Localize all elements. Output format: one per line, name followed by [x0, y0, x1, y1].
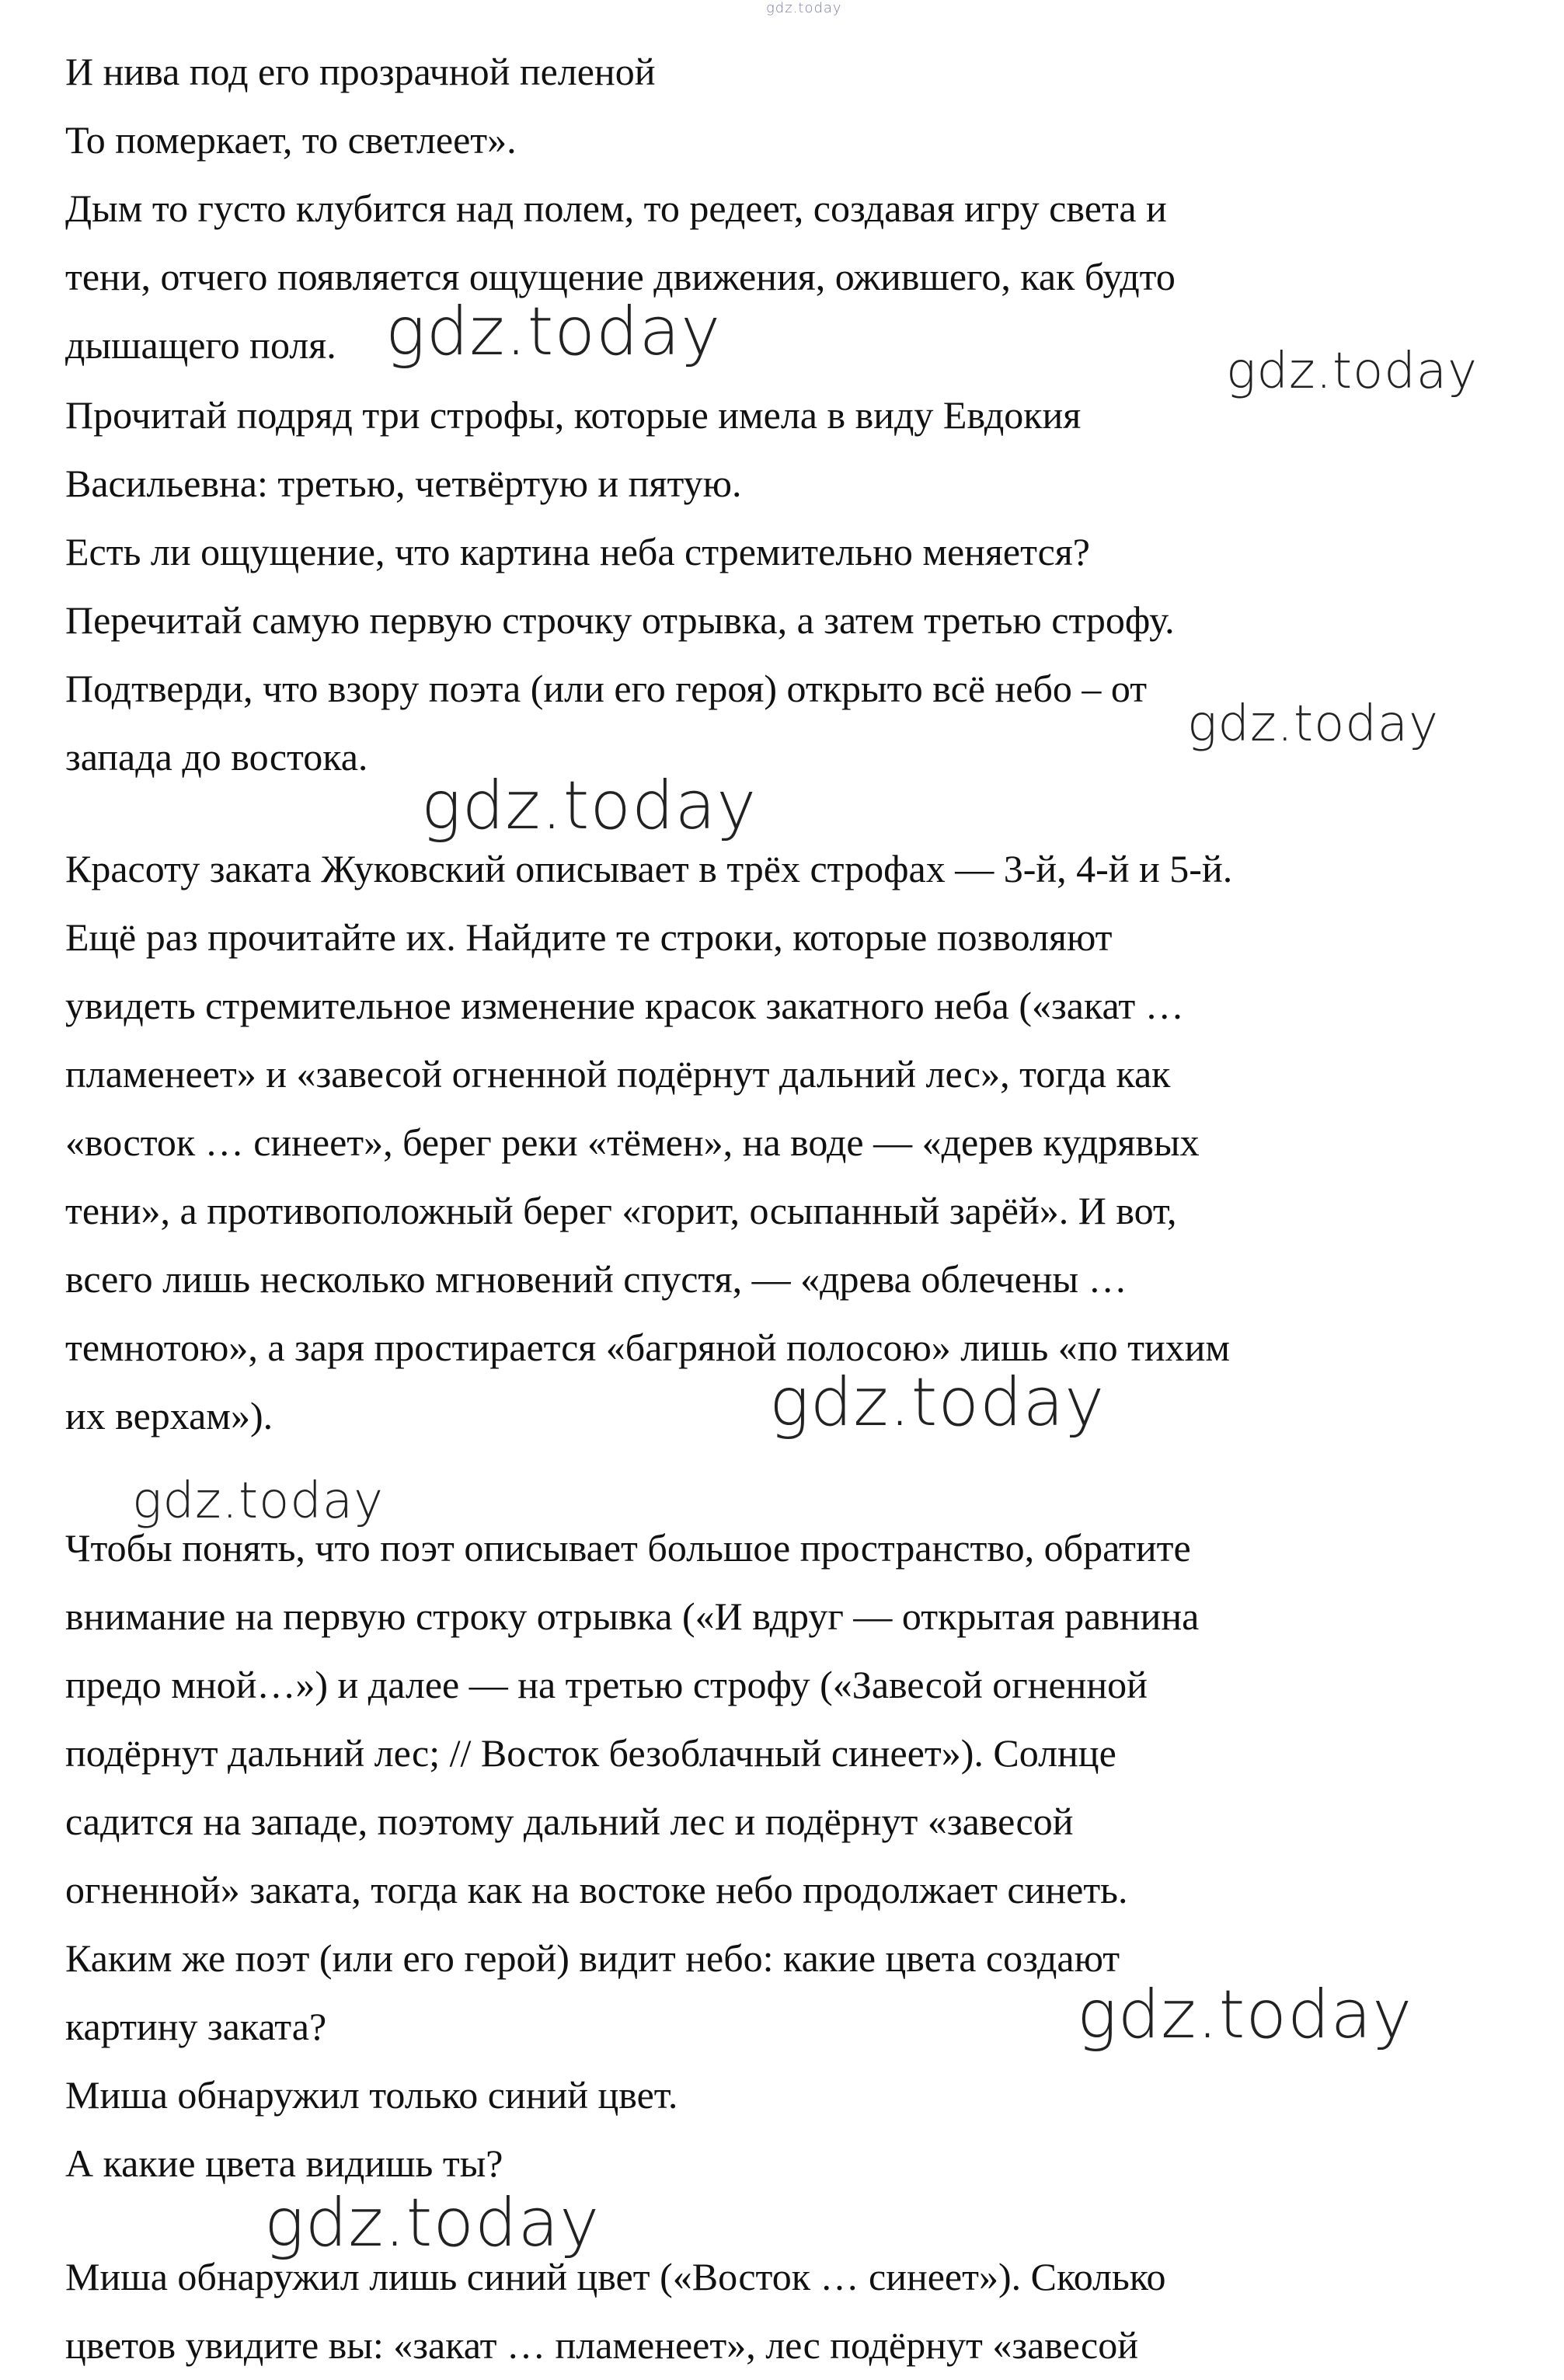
text-line: Перечитай самую первую строчку отрывка, а затем третью строфу.: [65, 598, 1175, 642]
text-line: «восток … синеет», берег реки «тёмен», на воде — «дерев кудрявых: [65, 1120, 1200, 1164]
watermark: gdz.today: [1077, 1976, 1413, 2054]
text-line: дышащего поля.: [65, 323, 336, 367]
text-line: предо мной…») и далее — на третью строфу («Завесой огненной: [65, 1663, 1148, 1706]
text-line: Миша обнаружил только синий цвет.: [65, 2073, 678, 2117]
text-line: Каким же поэт (или его герой) видит небо: какие цвета создают: [65, 1936, 1120, 1980]
top-watermark: gdz.today: [766, 0, 842, 16]
text-line: Подтверди, что взору поэта (или его героя) открыто всё небо – от: [65, 667, 1148, 710]
text-line: Ещё раз прочитайте их. Найдите те строки, которые позволяют: [65, 915, 1113, 959]
text-line: Красоту заката Жуковский описывает в трёх строфах — 3-й, 4-й и 5-й.: [65, 847, 1233, 890]
text-line: А какие цвета видишь ты?: [65, 2141, 503, 2185]
text-line: Прочитай подряд три строфы, которые имела в виду Евдокия: [65, 393, 1082, 437]
watermark: gdz.today: [1226, 343, 1478, 400]
text-line: всего лишь несколько мгновений спустя, — «древа облечены …: [65, 1257, 1127, 1301]
text-line: Миша обнаружил лишь синий цвет («Восток … синеет»). Сколько: [65, 2255, 1166, 2298]
text-line: цветов увидите вы: «закат … пламенеет», лес подёрнут «завесой: [65, 2323, 1139, 2367]
watermark: gdz.today: [769, 1364, 1106, 1441]
text-line: картину заката?: [65, 2005, 327, 2048]
text-line: подёрнут дальний лес; // Восток безоблачный синеет»). Солнце: [65, 1731, 1116, 1775]
text-line: Васильевна: третью, четвёртую и пятую.: [65, 462, 742, 505]
text-line: Дым то густо клубится над полем, то редеет, создавая игру света и: [65, 186, 1167, 230]
text-line: Чтобы понять, что поэт описывает большое пространство, обратите: [65, 1526, 1191, 1570]
text-line: садится на западе, поэтому дальний лес и подёрнут «завесой: [65, 1800, 1074, 1843]
text-line: увидеть стремительное изменение красок закатного неба («закат …: [65, 984, 1184, 1027]
watermark: gdz.today: [1187, 695, 1439, 753]
text-line: их верхам»).: [65, 1394, 273, 1437]
watermark: gdz.today: [385, 293, 722, 371]
text-line: огненной» заката, тогда как на востоке небо продолжает синеть.: [65, 1868, 1128, 1911]
text-line: И нива под его прозрачной пеленой: [65, 50, 656, 93]
watermark: gdz.today: [264, 2184, 601, 2262]
text-line: тени», а противоположный берег «горит, осыпанный зарёй». И вот,: [65, 1189, 1177, 1232]
text-line: тени, отчего появляется ощущение движения, ожившего, как будто: [65, 255, 1176, 298]
watermark: gdz.today: [132, 1472, 384, 1530]
text-line: внимание на первую строку отрывка («И вдруг — открытая равнина: [65, 1594, 1200, 1638]
text-line: темнотою», а заря простирается «багряной полосою» лишь «по тихим: [65, 1326, 1231, 1369]
watermark: gdz.today: [421, 767, 758, 845]
text-line: Есть ли ощущение, что картина неба стремительно меняется?: [65, 530, 1090, 573]
text-line: запада до востока.: [65, 735, 368, 779]
text-line: То померкает, то светлеет».: [65, 118, 517, 162]
text-line: пламенеет» и «завесой огненной подёрнут дальний лес», тогда как: [65, 1052, 1171, 1096]
